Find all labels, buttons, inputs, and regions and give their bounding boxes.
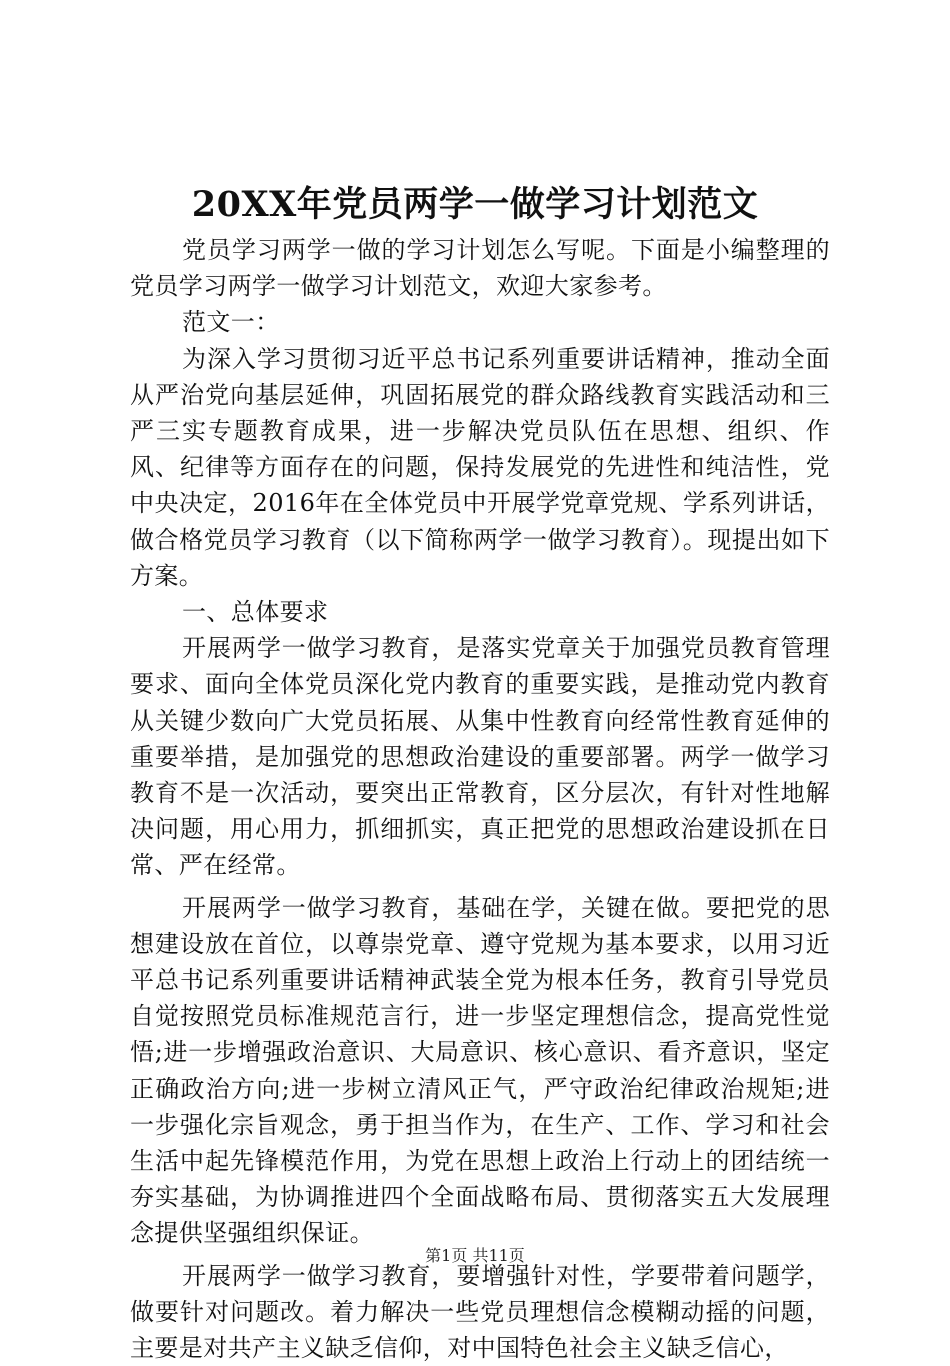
- document-title: 20XX年党员两学一做学习计划范文: [191, 184, 759, 225]
- page-number-footer: 第1页 共11页: [425, 1246, 525, 1265]
- document-body: [130, 232, 830, 1366]
- paragraph-significance: 开展两学一做学习教育，是落实党章关于加强党员教育管理要求、面向全体党员深化党内教育的重要实践，是推动党内教育从关键少数向广大党员拓展、从集中性教育向经常性教育延伸的重要举措，是加强党的思想政治建设的重要部署。两学一做学习教育不是一次活动，要突出正常教育，区分层次，有针对性地解决问题，用心用力，抓细抓实，真正把党的思想政治建设抓在日常、严在经常。: [130, 634, 830, 880]
- paragraph-intro: 党员学习两学一做的学习计划怎么写呢。下面是小编整理的党员学习两学一做学习计划范文，欢迎大家参考。: [130, 236, 830, 301]
- paragraph-foundation: 开展两学一做学习教育，基础在学，关键在做。要把党的思想建设放在首位，以尊崇党章、遵守党规为基本要求，以用习近平总书记系列重要讲话精神武装全党为根本任务，教育引导党员自觉按照党员标准规范言行，进一步坚定理想信念，提高党性觉悟;进一步增强政治意识、大局意识、核心意识、看齐意识，坚定正确政治方向;进一步树立清风正气，严守政治纪律政治规矩;进一步强化宗旨观念，勇于担当作为，在生产、工作、学习和社会生活中起先锋模范作用，为党在思想上政治上行动上的团结统一夯实基础，为协调推进四个全面战略布局、贯彻落实五大发展理念提供坚强组织保证。: [130, 893, 830, 1248]
- paragraph-sample-heading: 范文一：: [182, 308, 280, 337]
- section-heading-general-requirements: 一、总体要求: [182, 598, 329, 627]
- paragraph-targeting: 开展两学一做学习教育，要增强针对性，学要带着问题学，做要针对问题改。着力解决一些党员理想信念模糊动摇的问题，主要是对共产主义缺乏信仰，对中国特色社会主义缺乏信心，: [130, 1261, 830, 1363]
- paragraph-background: 为深入学习贯彻习近平总书记系列重要讲话精神，推动全面从严治党向基层延伸，巩固拓展党的群众路线教育实践活动和三严三实专题教育成果，进一步解决党员队伍在思想、组织、作风、纪律等方面存在的问题，保持发展党的先进性和纯洁性，党中央决定，2016年在全体党员中开展学党章党规、学系列讲话，做合格党员学习教育（以下简称两学一做学习教育）。现提出如下方案。: [130, 344, 830, 590]
